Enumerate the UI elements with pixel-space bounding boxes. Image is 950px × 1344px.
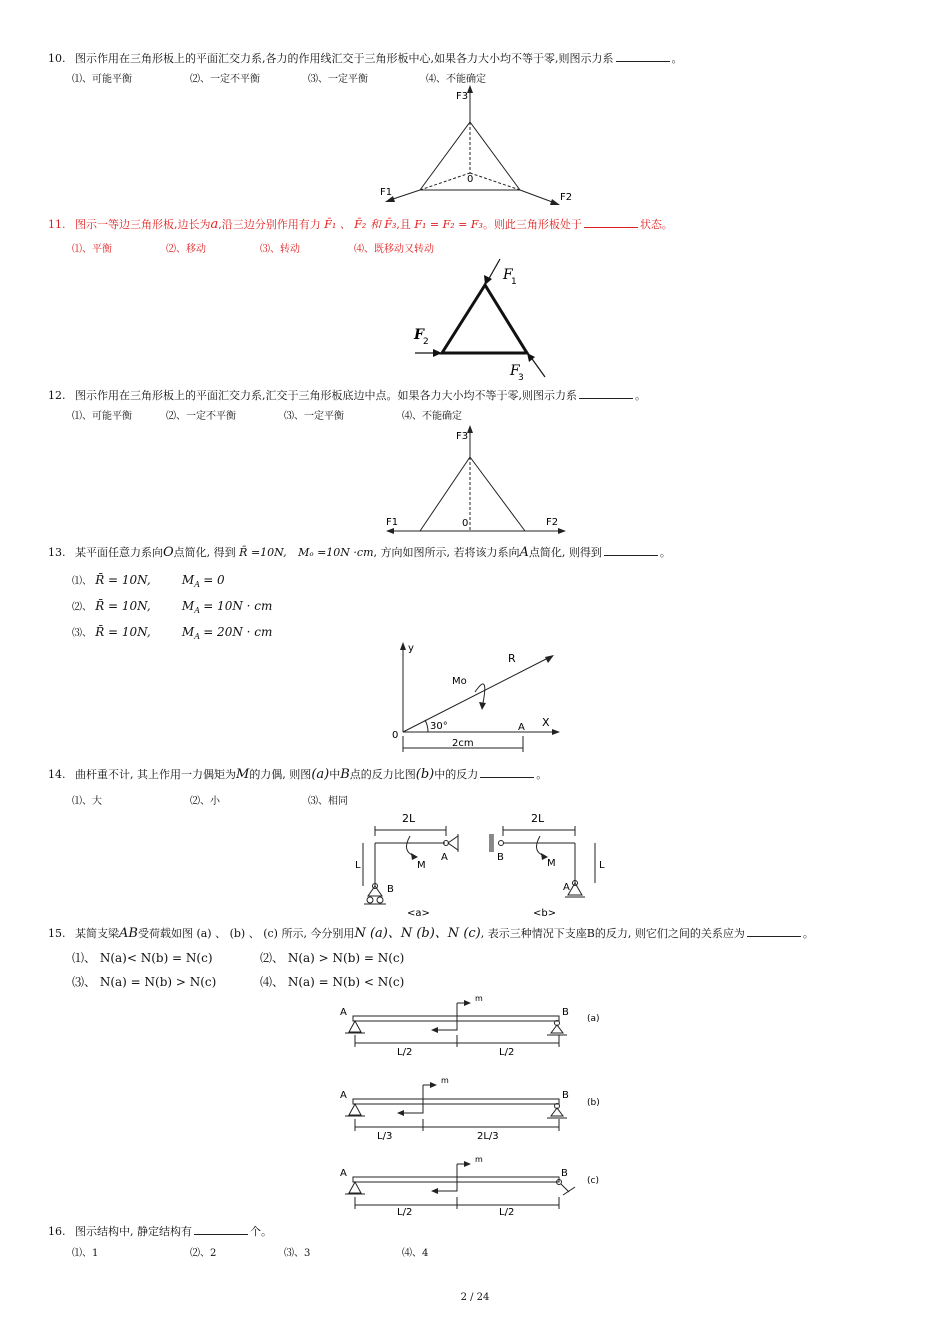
q10-figure	[370, 85, 590, 210]
q12-triangle-right-edge	[470, 457, 525, 531]
q13-option-2-r: R̄ = 10N,	[95, 599, 151, 613]
q12-blank	[579, 389, 633, 399]
q16-number: 16.	[48, 1225, 66, 1238]
q12-end: 。	[635, 389, 646, 402]
q11-blank	[584, 218, 638, 228]
q10-option-4: ⑷、不能确定	[426, 74, 486, 85]
q14a-label-a: A	[441, 852, 448, 863]
q13-label-mo: Mo	[452, 676, 467, 687]
q11-f1-arrowhead	[484, 275, 492, 285]
q15-number: 15.	[48, 927, 66, 940]
q15-figure-b	[335, 1075, 615, 1140]
q13-blank	[604, 546, 658, 556]
q14-figure-a	[355, 808, 480, 918]
q13-option-3-sub: A	[194, 632, 200, 641]
q15b-label-b: B	[562, 1090, 569, 1101]
q15-text-a: 某简支梁	[75, 927, 119, 940]
q14-option-1: ⑴、大	[72, 796, 102, 807]
q11-label-f1: F	[503, 267, 513, 283]
q13-label-angle: 30°	[430, 721, 448, 732]
q15b-arrowhead-top	[430, 1082, 437, 1088]
q14-text-e: 中的反力	[434, 768, 479, 781]
q13-label-y: y	[408, 643, 414, 654]
q11-number: 11.	[48, 218, 66, 231]
q16-option-2: ⑵、2	[190, 1248, 217, 1259]
q15a-support-b	[551, 1025, 563, 1033]
q13-figure	[390, 640, 570, 755]
q11-label-f1-sub: 1	[511, 277, 517, 287]
q14a-moment-arrowhead	[411, 853, 418, 860]
q13-option-3-r: R̄ = 10N,	[95, 625, 151, 639]
q13-option-1-num: ⑴、	[72, 576, 92, 587]
q15a-label-m: m	[475, 994, 483, 1003]
q14a-support-a	[448, 836, 458, 850]
q14b-caption: <b>	[533, 908, 557, 919]
q10-dash-right	[470, 173, 520, 190]
q13-label-dist: 2cm	[452, 738, 474, 749]
q11-label-f3: F	[510, 363, 520, 379]
q15-figure-a	[335, 994, 615, 1058]
q13-moment-arrowhead	[479, 702, 486, 710]
q15a-support-a	[349, 1021, 361, 1032]
q13-number: 13.	[48, 546, 66, 559]
q14a-roller-right	[377, 897, 383, 903]
q13-option-2-sub: A	[194, 606, 200, 615]
q15a-tag: (a)	[587, 1014, 600, 1024]
q10-end: 。	[671, 52, 683, 65]
q13-r: R̄ =10N,	[239, 546, 287, 559]
q15-option-3: ⑶、 N(a) = N(b) > N(c)	[72, 975, 217, 989]
q11-option-4: ⑷、既移动又转动	[354, 244, 434, 255]
q14-end: 。	[536, 768, 548, 781]
q15-text-b: 受荷载如图 (a) 、 (b) 、 (c) 所示, 今分别用	[137, 927, 355, 940]
page-number: 2 / 24	[460, 1292, 490, 1303]
q15b-support-b	[551, 1108, 563, 1116]
q15b-arrowhead-bottom	[397, 1110, 404, 1116]
q11-text-a: 图示一等边三角形板,边长为	[75, 218, 211, 231]
q11-a: a	[210, 217, 219, 232]
q14a-label-l: L	[355, 860, 361, 871]
q14-stem	[48, 766, 547, 782]
q12-option-4: ⑷、不能确定	[402, 411, 462, 422]
q12-text: 图示作用在三角形板上的平面汇交力系,汇交于三角形板底边中点。如果各力大小均不等于零,则图示力系	[75, 389, 577, 402]
q13-option-1-r: R̄ = 10N,	[95, 573, 151, 587]
q15-ab: AB	[119, 926, 138, 941]
q10-label-o: 0	[467, 174, 474, 185]
q13-x-arrowhead	[552, 729, 560, 735]
q14b-label-a: A	[563, 882, 570, 893]
q14b-label-b: B	[497, 852, 504, 863]
q15b-beam	[353, 1099, 559, 1104]
q13-option-3-num: ⑶、	[72, 628, 92, 639]
q13-option-2	[72, 598, 272, 615]
q14a-label-len: 2L	[402, 812, 416, 825]
q11-forces: F̄₁ 、 F̄₂ 和 F̄₃	[324, 218, 397, 231]
q15c-support-a	[349, 1182, 361, 1193]
q15a-label-a: A	[340, 1007, 347, 1018]
q13-option-3-value: = 20N · cm	[203, 625, 273, 639]
q10-stem	[48, 50, 683, 66]
q12-label-f1: F1	[386, 517, 399, 528]
q15-stem	[48, 922, 814, 941]
q15-option-4: ⑷、 N(a) = N(b) < N(c)	[260, 975, 405, 989]
q11-text-b: ,沿三边分别作用有力	[218, 218, 321, 231]
q14a-caption: <a>	[407, 908, 430, 919]
q11-label-f3-sub: 3	[518, 373, 524, 383]
q13-end: 。	[659, 546, 671, 559]
q14-figure-b	[485, 808, 610, 918]
q14-bb: (b)	[415, 767, 435, 782]
q10-number: 10.	[48, 52, 66, 65]
q14-b: B	[340, 767, 350, 782]
q10-label-f1: F1	[380, 187, 393, 198]
q13-option-2-value: = 10N · cm	[203, 599, 273, 613]
q11-triangle	[442, 285, 527, 353]
q11-text-c: ,且	[396, 218, 411, 231]
q14b-label-m: M	[547, 858, 556, 869]
q13-label-a: A	[518, 722, 525, 733]
q14-text-d: 点的反力比图	[349, 768, 416, 781]
q15b-label-l2: 2L/3	[477, 1131, 499, 1142]
q14b-support-a	[568, 883, 582, 895]
q15-option-2: ⑵、 N(a) > N(b) = N(c)	[260, 951, 405, 965]
q13-stem	[48, 544, 671, 560]
q11-option-1: ⑴、平衡	[72, 244, 112, 255]
q12-f2-arrowhead	[558, 528, 566, 534]
q13-option-2-num: ⑵、	[72, 602, 92, 613]
q11-f2-arrowhead	[433, 349, 442, 357]
q15b-tag: (b)	[587, 1098, 600, 1108]
q12-option-1: ⑴、可能平衡	[72, 411, 132, 422]
q13-mo: Mₒ =10N ·cm	[298, 546, 374, 559]
q15c-label-l1: L/2	[397, 1207, 413, 1218]
q16-end: 个。	[250, 1225, 272, 1238]
q11-eq: F₁ = F₂ = F₃	[414, 218, 483, 231]
q10-text: 图示作用在三角形板上的平面汇交力系,各力的作用线汇交于三角形板中心,如果各力大小均不等于零,则图示力系	[75, 52, 614, 65]
q14b-wall-hatch	[489, 834, 493, 852]
q16-option-3: ⑶、3	[284, 1248, 311, 1259]
q15a-label-b: B	[562, 1007, 569, 1018]
q16-stem	[48, 1223, 272, 1239]
q13-label-o: 0	[392, 730, 399, 741]
q12-option-2: ⑵、一定不平衡	[166, 411, 236, 422]
q13-text-b: 点简化, 得到	[173, 546, 236, 559]
q10-option-1: ⑴、可能平衡	[72, 74, 132, 85]
q14b-pin-b	[499, 841, 504, 846]
q15b-label-l1: L/3	[377, 1131, 393, 1142]
q10-option-2: ⑵、一定不平衡	[190, 74, 260, 85]
q13-option-1-sub: A	[194, 580, 200, 589]
q13-option-3-m: M	[181, 625, 195, 639]
q15-figure-c	[335, 1155, 615, 1218]
q11-figure	[400, 255, 560, 385]
q16-blank	[194, 1225, 248, 1235]
q12-label-f2: F2	[546, 517, 559, 528]
q10-triangle-left-edge	[420, 122, 470, 190]
q12-label-f3: F3	[456, 431, 469, 442]
q14b-label-l: L	[599, 860, 605, 871]
q13-y-arrowhead	[400, 642, 406, 650]
q15a-arrowhead-top	[464, 1000, 471, 1006]
q10-f2-arrowhead	[550, 199, 560, 205]
q12-option-3: ⑶、一定平衡	[284, 411, 344, 422]
q13-option-1-value: = 0	[203, 573, 225, 587]
q11-text-d: 。则此三角形板处于	[482, 218, 582, 231]
q11-end: 状态。	[639, 218, 673, 231]
q16-option-1: ⑴、1	[72, 1248, 99, 1259]
q13-option-1-m: M	[181, 573, 195, 587]
q10-dash-left	[420, 173, 470, 190]
q15c-label-a: A	[340, 1168, 347, 1179]
q13-option-3	[72, 624, 272, 641]
q15c-label-l2: L/2	[499, 1207, 515, 1218]
q14a-support-b	[368, 886, 382, 896]
q15a-arrowhead-bottom	[431, 1027, 438, 1033]
q14a-moment-arc	[406, 836, 415, 856]
q10-option-3: ⑶、一定平衡	[308, 74, 368, 85]
q16-option-4: ⑷、4	[402, 1248, 429, 1259]
q10-blank	[616, 52, 670, 62]
q10-triangle-right-edge	[470, 122, 520, 190]
q12-number: 12.	[48, 389, 66, 402]
q14-m: M	[236, 767, 250, 782]
q15c-arrowhead-bottom	[431, 1188, 438, 1194]
q15a-label-l1: L/2	[397, 1047, 413, 1058]
q11-stem	[48, 216, 673, 232]
q16-text: 图示结构中, 静定结构有	[75, 1225, 192, 1238]
q14b-moment-arc	[536, 836, 545, 856]
q10-label-f2: F2	[560, 192, 573, 203]
q11-label-f2: F	[414, 327, 424, 343]
q13-option-1	[72, 572, 225, 589]
q12-stem	[48, 387, 646, 403]
q14-blank	[480, 768, 534, 778]
q13-o: O	[163, 545, 174, 560]
q14-option-3: ⑶、相同	[308, 796, 348, 807]
q15-text-c: , 表示三种情况下支座B的反力, 则它们之间的关系应为	[480, 927, 745, 940]
q14b-label-len: 2L	[531, 812, 545, 825]
q15a-beam	[353, 1016, 559, 1021]
q13-text-c: , 方向如图所示, 若将该力系向	[373, 546, 520, 559]
q15c-tag: (c)	[587, 1176, 599, 1186]
q15b-label-a: A	[340, 1090, 347, 1101]
q15-option-1: ⑴、 N(a)< N(b) = N(c)	[72, 951, 213, 965]
q15-end: 。	[802, 927, 814, 940]
q13-text-d: 点简化, 则得到	[528, 546, 602, 559]
q13-option-2-m: M	[181, 599, 195, 613]
q15-blank	[747, 927, 801, 937]
q14-a: (a)	[311, 767, 330, 782]
q13-angle-arc	[425, 720, 428, 732]
q13-label-r: R	[508, 652, 516, 665]
q14-text-a: 曲杆重不计, 其上作用一力偶矩为	[75, 768, 236, 781]
q11-option-2: ⑵、移动	[166, 244, 206, 255]
q14a-roller-left	[367, 897, 373, 903]
q15c-label-b: B	[561, 1168, 568, 1179]
q14-option-2: ⑵、小	[190, 796, 220, 807]
q10-force-f2-line	[520, 190, 555, 203]
q15c-incline-link	[561, 1184, 569, 1192]
q15a-label-l2: L/2	[499, 1047, 515, 1058]
q11-option-3: ⑶、转动	[260, 244, 300, 255]
q15b-support-a	[349, 1104, 361, 1115]
q15c-label-m: m	[475, 1155, 483, 1164]
q14-text-b: 的力偶, 则图	[249, 768, 312, 781]
q12-figure	[380, 425, 580, 535]
q14-text-c: 中	[329, 768, 341, 781]
q13-text-a: 某平面任意力系向	[75, 546, 163, 559]
q10-label-f3: F3	[456, 91, 469, 102]
q15c-arrowhead-top	[464, 1161, 471, 1167]
q13-r-arrowhead	[545, 655, 554, 663]
q12-f1-arrowhead	[386, 528, 394, 534]
q15-ns: N (a)、N (b)、N (c)	[354, 926, 481, 941]
q11-label-f2-sub: 2	[423, 337, 429, 347]
q10-force-f1-line	[390, 190, 420, 200]
q13-label-x: X	[542, 716, 550, 729]
q12-label-o: 0	[462, 518, 469, 529]
q14a-label-m: M	[417, 860, 426, 871]
q15b-label-m: m	[441, 1076, 449, 1085]
q15c-beam	[353, 1177, 559, 1182]
q14a-label-b: B	[387, 884, 394, 895]
q13-a: A	[519, 545, 529, 560]
q14-number: 14.	[48, 768, 66, 781]
